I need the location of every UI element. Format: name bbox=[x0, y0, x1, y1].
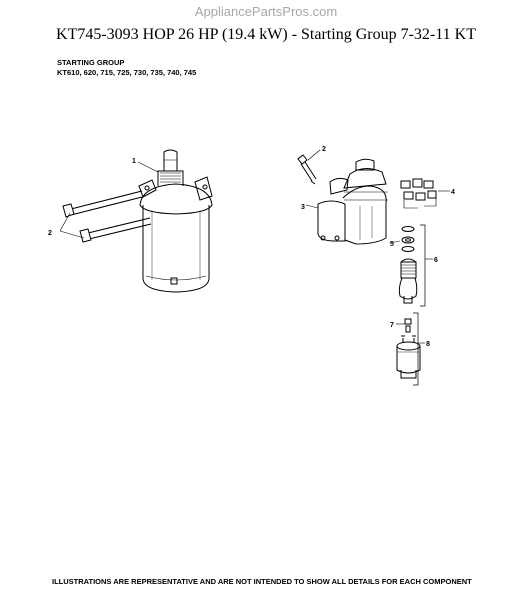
site-watermark: AppliancePartsPros.com bbox=[194, 4, 338, 19]
page-title: KT745-3093 HOP 26 HP (19.4 kW) - Starting Group 7-32-11 KT bbox=[56, 26, 476, 43]
callout-5: 5 bbox=[390, 241, 394, 248]
retainer-kit[interactable] bbox=[402, 227, 414, 252]
callout-4: 4 bbox=[451, 189, 455, 196]
footer-disclaimer: ILLUSTRATIONS ARE REPRESENTATIVE AND ARE NOT INTENDED TO SHOW ALL DETAILS FOR EACH COMPONENT bbox=[52, 577, 472, 586]
solenoid[interactable] bbox=[397, 336, 420, 378]
brush-kit[interactable] bbox=[401, 179, 436, 208]
callout-2-right: 2 bbox=[322, 146, 326, 153]
drive-kit[interactable] bbox=[399, 259, 416, 303]
bolt-left-upper[interactable] bbox=[63, 191, 142, 217]
callout-3: 3 bbox=[301, 204, 305, 211]
callout-8: 8 bbox=[426, 341, 430, 348]
starter-motor-left[interactable] bbox=[139, 150, 212, 292]
bolt-right[interactable] bbox=[298, 155, 316, 184]
starter-motor-right[interactable] bbox=[318, 159, 388, 244]
group-heading: STARTING GROUP bbox=[57, 58, 125, 67]
callout-7: 7 bbox=[390, 322, 394, 329]
group-models: KT610, 620, 715, 725, 730, 735, 740, 745 bbox=[57, 68, 197, 77]
callout-1: 1 bbox=[132, 158, 136, 165]
solenoid-nut[interactable] bbox=[405, 319, 411, 332]
callout-6: 6 bbox=[434, 257, 438, 264]
callout-2-left: 2 bbox=[48, 230, 52, 237]
bolt-left-lower[interactable] bbox=[80, 218, 151, 242]
